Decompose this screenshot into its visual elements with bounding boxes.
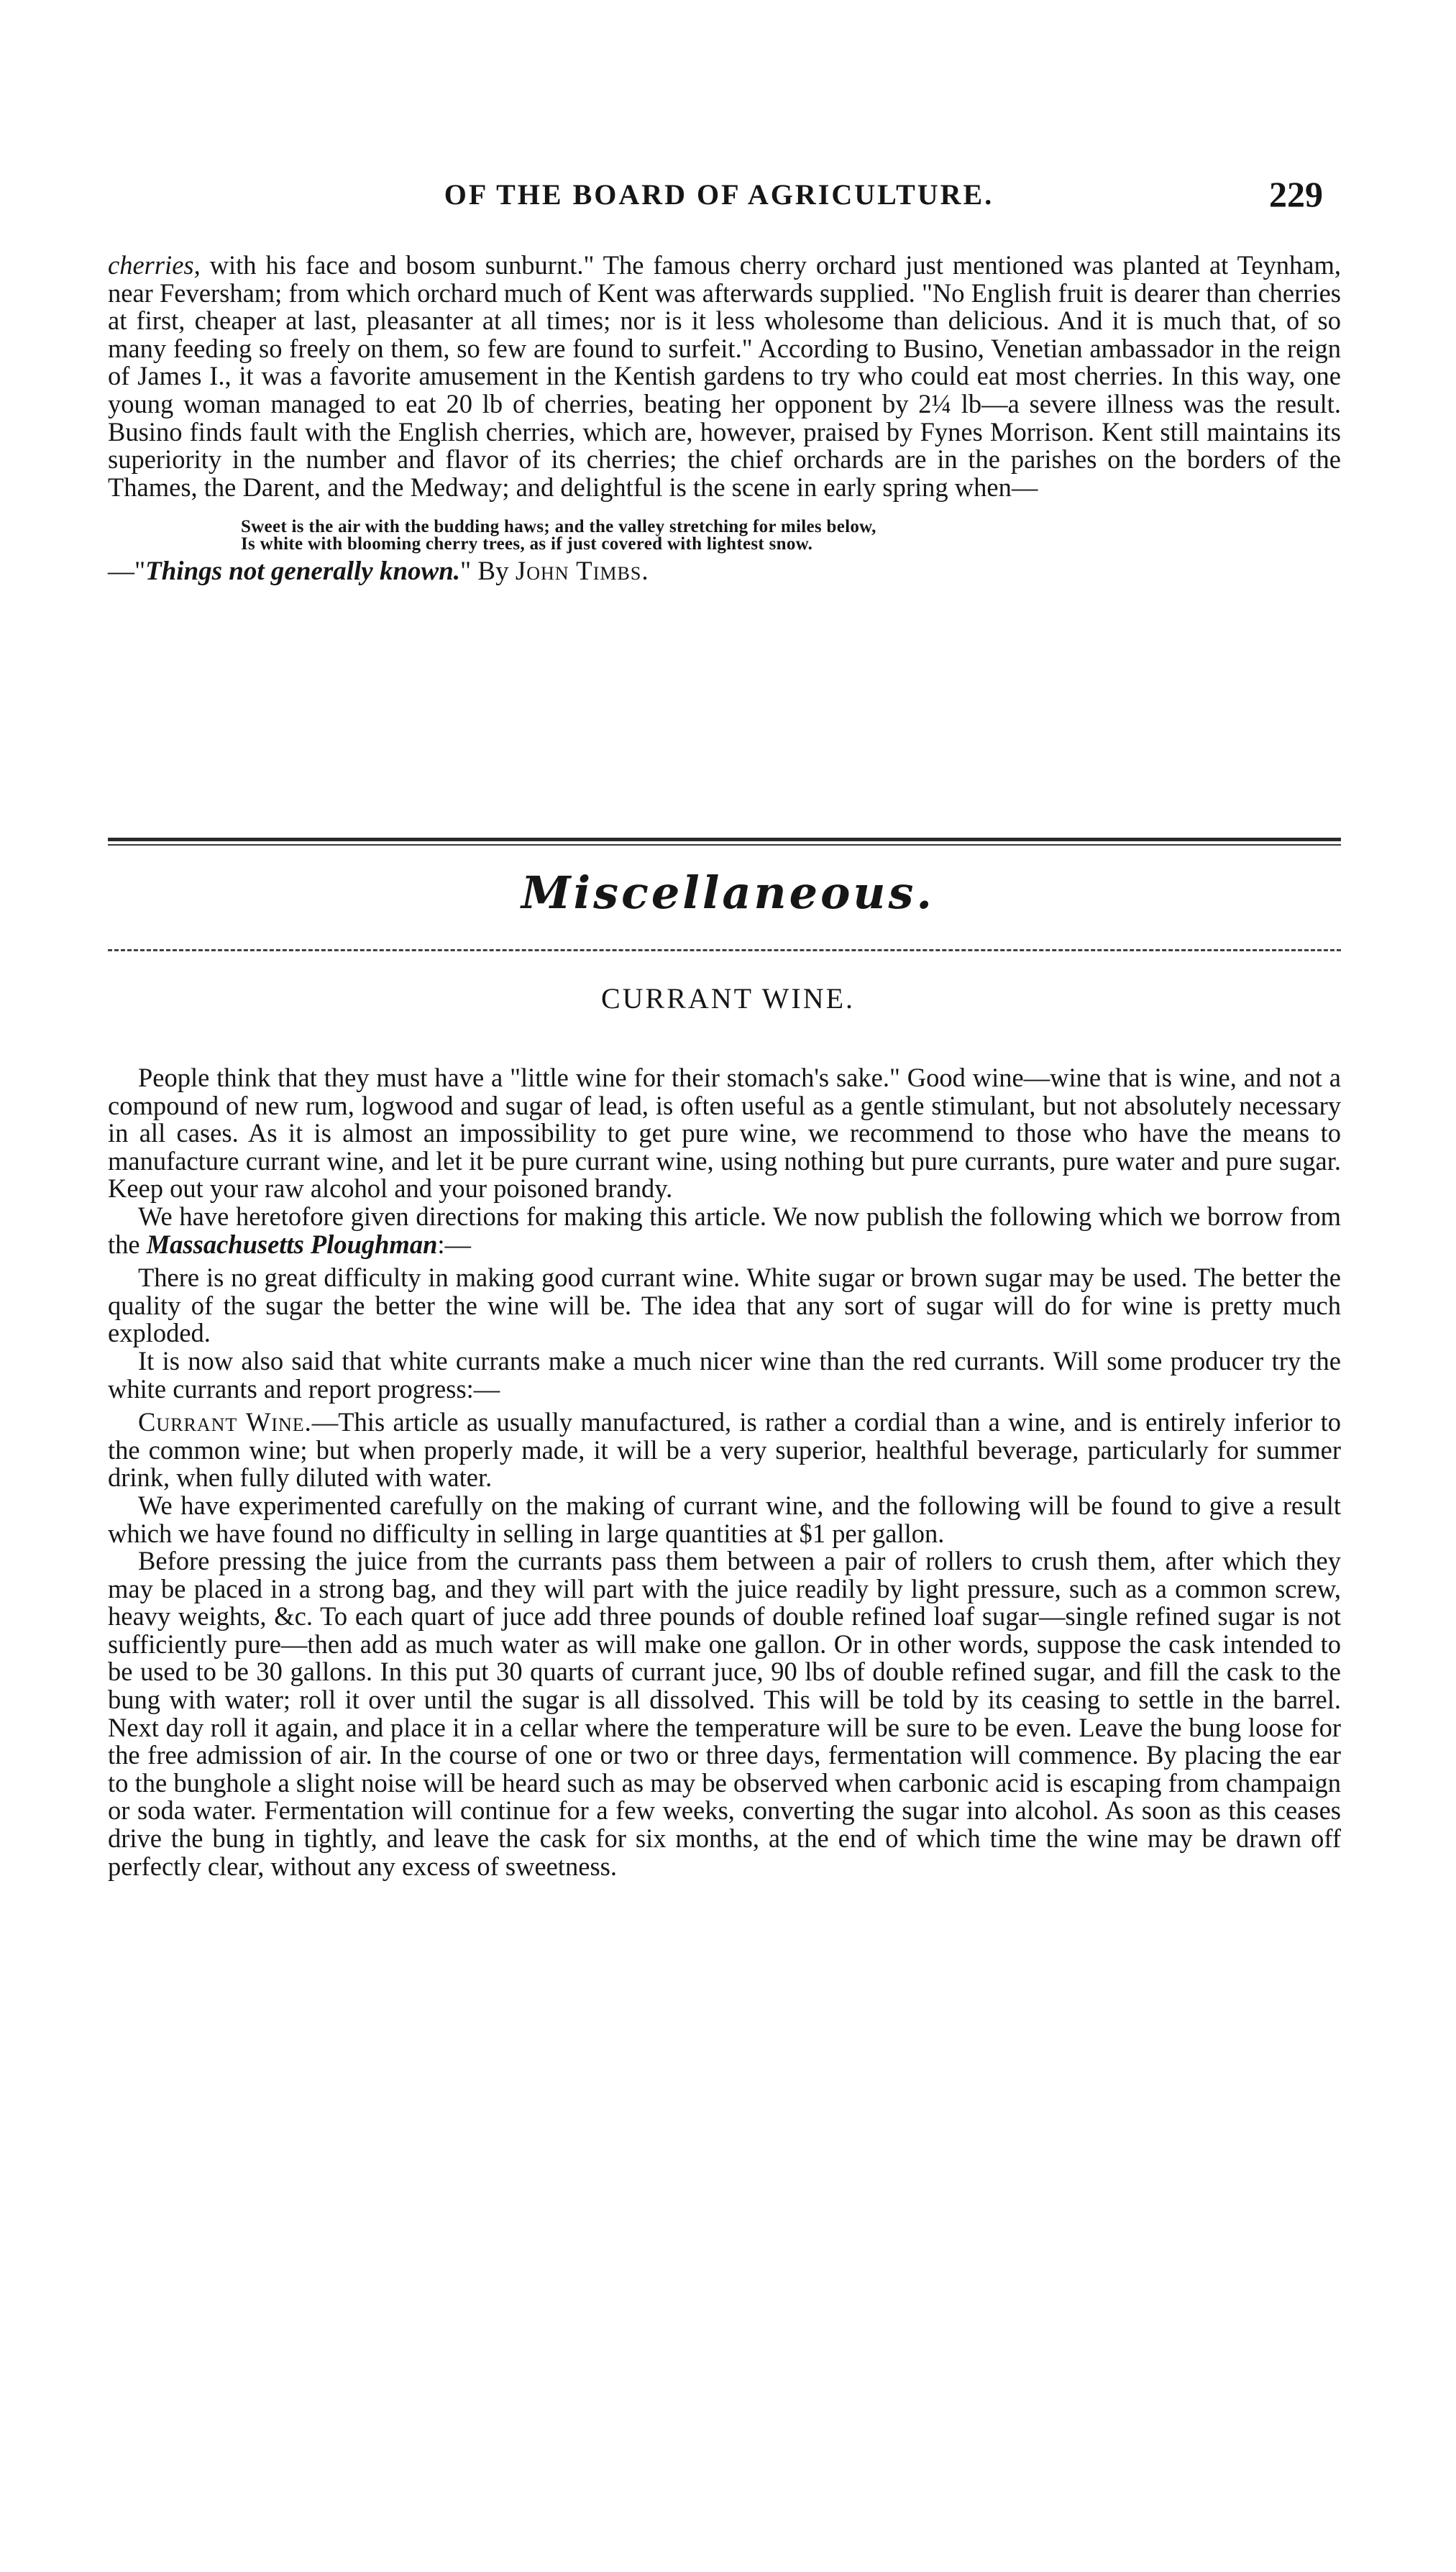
credit-source-title: Things not generally known. xyxy=(145,557,461,587)
p2-publication-name: Massachusetts Ploughman xyxy=(146,1229,438,1259)
verse-line-1: Sweet is the air with the budding haws; and the valley stretching for miles below, xyxy=(241,517,876,537)
page-number: 229 xyxy=(1269,174,1323,214)
article-paragraph-6: We have experimented carefully on the making of currant wine, and the following will be found to give a result which we have found no difficulty in selling in large quantities at $1 per gallon. xyxy=(108,1490,1341,1548)
p5-text: —This article as usually manufactured, is rather a cordial than a wine, and is entirely inferior to the common wine; but when properly made, it will be a very superior, healthful beverage, particularly for summer drink, when fully diluted with water. xyxy=(108,1407,1341,1493)
article-paragraph-1: People think that they must have a "little wine for their stomach's sake." Good wine—wine that is wine, and not a compound of new rum, logwood and sugar of lead, is often useful as a gentle stimulant, but not absolutely necessary in all cases. As it is almost an impossibility to get pure wine, we recommend to those who have the means to manufacture currant wine, and let it be pure currant wine, using nothing but pure currants, pure water and pure sugar. Keep out your raw alcohol and your poisoned brandy. xyxy=(108,1063,1341,1204)
ornamental-dashed-rule xyxy=(108,949,1341,951)
credit-author: John Timbs. xyxy=(515,557,649,587)
quote-credit xyxy=(108,557,1341,586)
cherries-paragraph-text: with his face and bosom sunburnt." The famous cherry orchard just mentioned was planted at Teynham, near Feversham; from which orchard much of Kent was afterwards supplied. "No English fruit is dearer than cherries at first, cheaper at last, pleasanter at all times; nor is it less wholesome than delicious. And it is much that, of so many feeding so freely on them, so few are found to surfeit." According to Busino, Venetian ambassador in the reign of James I., it was a favorite amusement in the Kentish gardens to try who could eat most cherries. In this way, one young woman managed to eat 20 lb of cherries, beating her opponent by 2¼ lb—a severe illness was the result. Busino finds fault with the English cherries, which are, however, praised by Fynes Morrison. Kent still maintains its superiority in the number and flavor of its cherries; the chief orchards are in the parishes on the borders of the Thames, the Darent, and the Medway; and delightful is the scene in early spring when— xyxy=(108,250,1341,502)
running-header xyxy=(108,174,1330,221)
article-title: CURRANT WINE. xyxy=(600,982,856,1015)
cherries-paragraph xyxy=(108,252,1341,501)
article-paragraph-3: There is no great difficulty in making good currant wine. White sugar or brown sugar may be used. The better the quality of the sugar the better the wine will be. The idea that any sort of sugar will do for wine is pretty much exploded. xyxy=(108,1263,1341,1348)
article-paragraph-5 xyxy=(108,1409,1341,1492)
section-rule-heavy xyxy=(108,838,1341,841)
credit-mid: " By xyxy=(460,557,516,587)
section-rule-thin xyxy=(108,844,1341,846)
verse-quote xyxy=(108,518,1341,553)
cherries-section xyxy=(108,252,1341,586)
article-paragraph-7: Before pressing the juice from the currants pass them between a pair of rollers to crush them, after which they may be placed in a strong bag, and they will part with the juice readily by light pressure, such as a common screw, heavy weights, &c. To each quart of juce add three pounds of double refined loaf sugar—single refined sugar is not sufficiently pure—then add as much water as will make one gallon. Or in other words, suppose the cask intended to be used to be 30 gallons. In this put 30 quarts of currant juce, 90 lbs of double refined sugar, and fill the cask to the bung with water; roll it over until the sugar is all dissolved. This will be told by its ceasing to settle in the barrel. Next day roll it again, and place it in a cellar where the temperature will be sure to be even. Leave the bung loose for the free admission of air. In the course of one or two or three days, fermentation will commence. By placing the ear to the bunghole a slight noise will be heard such as may be observed when carbonic acid is escaping from champaign or soda water. Fermentation will continue for a few weeks, converting the sugar into alcohol. As soon as this ceases drive the bung in tightly, and leave the cask for six months, at the end of which time the wine may be drawn off perfectly clear, without any excess of sweetness. xyxy=(108,1546,1341,1881)
p2-text-end: :— xyxy=(437,1229,472,1259)
credit-prefix: —" xyxy=(108,557,146,587)
p2-text-start: We have heretofore given directions for making this article. We now publish the following which we borrow from the xyxy=(108,1201,1341,1259)
running-title: OF THE BOARD OF AGRICULTURE. xyxy=(444,178,994,211)
verse-line-2: Is white with blooming cherry trees, as if just covered with lightest snow. xyxy=(241,534,813,554)
article-paragraph-4: It is now also said that white currants make a much nicer wine than the red currants. Will some producer try the white currants and report progress:— xyxy=(108,1345,1341,1404)
p5-lead-caps: Currant Wine. xyxy=(138,1407,312,1437)
currant-wine-article xyxy=(108,1064,1341,1880)
cherries-italic-word: cherries, xyxy=(108,250,201,280)
article-paragraph-2 xyxy=(108,1203,1341,1258)
miscellaneous-heading: Miscellaneous. xyxy=(521,866,935,919)
